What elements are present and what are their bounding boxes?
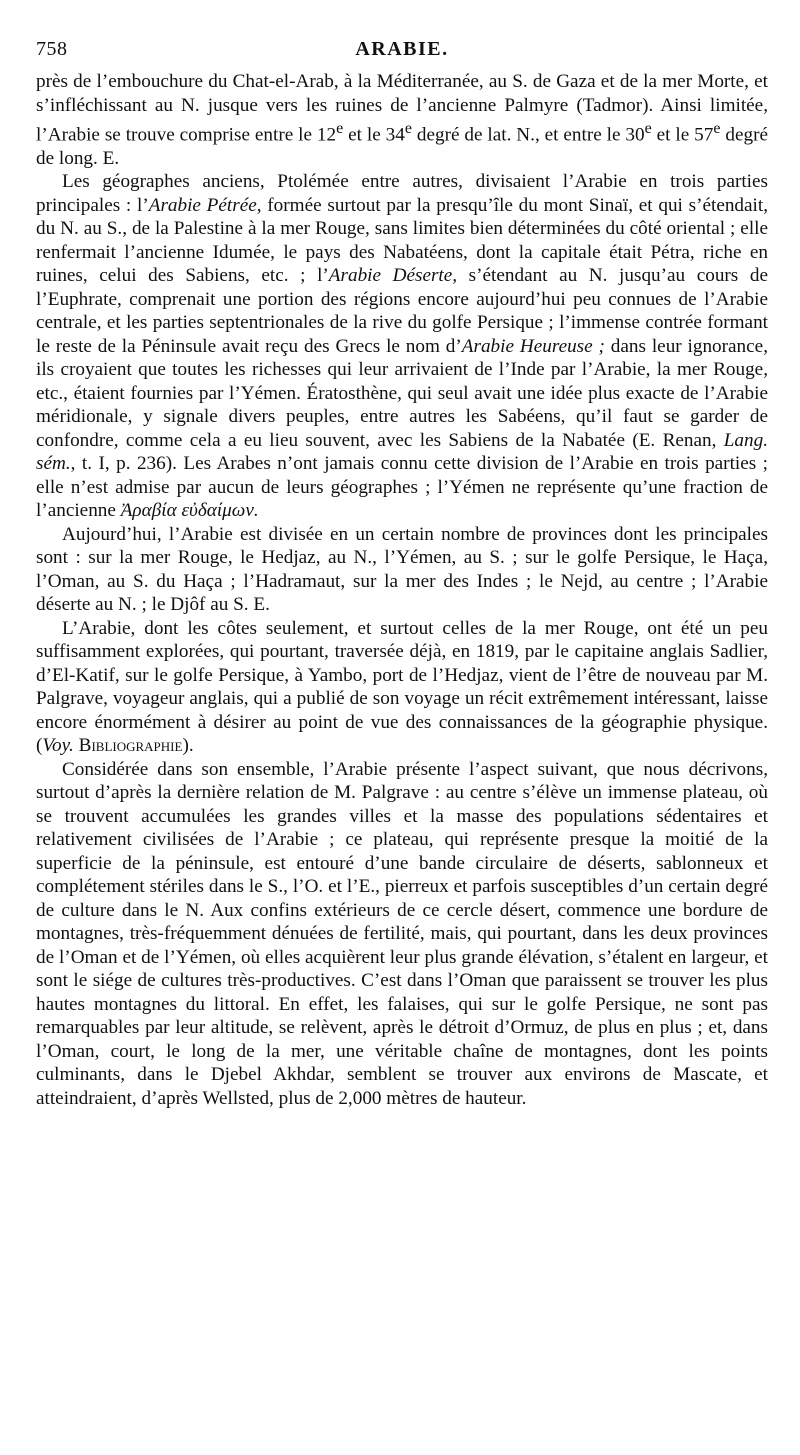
- small-caps-reference: Bibliographie: [78, 735, 183, 757]
- italic-term: Arabie Heureuse ;: [461, 335, 605, 357]
- running-title: ARABIE.: [355, 38, 449, 60]
- text-run: Les géographes anciens, Ptolémée entre autres, divisaient l’Arabie en trois parties principales : l’: [36, 171, 768, 216]
- paragraph-overall-aspect: [36, 758, 768, 1111]
- superscript: e: [404, 120, 412, 137]
- superscript: e: [644, 120, 652, 137]
- italic-abbreviation: Voy.: [42, 735, 74, 757]
- paragraph-continued-boundaries: [36, 70, 768, 170]
- text-run: formée surtout par la presqu’île du mont Sinaï, et qui s’étendait, du N. au S., de la Palestine à la mer Rouge, sans limites bien déterminées du côté oriental ; elle renfermait l’ancienne Idumée, le pays des Nabatéens, dont la capitale était Pétra, riche en ruines, celui des Sabiens, etc. ; l’: [36, 194, 768, 287]
- italic-term: Arabie Pétrée,: [148, 194, 262, 216]
- text-run: L’Arabie, dont les côtes seulement, et surtout celles de la mer Rouge, ont été un peu suffisamment explorées, qui pourtant, traversée déjà, en 1819, par le capitaine anglais Sadlier, d’El-Katif, sur le golfe Persique, à Yambo, port de l’Hedjaz, vient de l’être de nouveau par M. Palgrave, voyageur anglais, qui a publié de son voyage un récit extrêmement intéressant, laisse encore énormément à désirer au point de vue des connaissances de la géographie physique. (: [36, 617, 768, 757]
- text-run: s’étendant au N. jusqu’au cours de l’Euphrate, comprenait une portion des régions encore aujourd’hui peu connues de l’Arabie centrale, et les parties septentrionales de la rive du golfe Persique ; l’immense contrée formant le reste de la Péninsule avait reçu des Grecs le nom d’: [36, 265, 768, 357]
- superscript: e: [713, 120, 721, 137]
- text-run: ).: [182, 735, 194, 757]
- paragraph-provinces: [36, 523, 768, 617]
- text-run: , t. I, p. 236). Les Arabes n’ont jamais connu cette division de l’Arabie en trois parties ; elle n’est admise par aucun de leurs géographes ; l’Yémen ne représente qu’une fraction de l’ancienne: [36, 453, 768, 522]
- text-run: et le 57: [651, 124, 714, 146]
- text-run: Considérée dans son ensemble, l’Arabie présente l’aspect suivant, que nous décrivons, surtout d’après la dernière relation de M. Palgrave : au centre s’élève un immense plateau, où se trouvent accumulées les grandes villes et la masse des populations sédentaires et relativement civilisées de l’Arabie ; ce plateau, qui représente presque la moitié de la superficie de la péninsule, est entouré d’une bande circulaire de déserts, sablonneux et complétement stériles dans le S., l’O. et l’E., pierreux et parfois susceptibles d’un certain degré de culture dans le N. Aux confins extérieurs de ce cercle désert, commence une bordure de montagnes, très-fréquemment dénuées de fertilité, mais, qui pourtant, dans les deux provinces de l’Oman et de l’Yémen, où elles acquièrent leur plus grande élévation, s’étalent en largeur, et sont le siége de cultures très-productives. C’est dans l’Oman que paraissent se trouver les plus hautes montagnes du littoral. En effet, les falaises, qui sur le golfe Persique, ne sont pas remarquables par leur altitude, se relèvent, après le détroit d’Ormuz, de plus en plus ; et, dans l’Oman, court, le long de la mer, une véritable chaîne de montagnes, dont les points culminants, dans le Djebel Akhdar, semblent se trouver aux environs de Mascate, et atteindraient, d’après Wellsted, plus de 2,000 mètres de hauteur.: [36, 758, 768, 1109]
- page-header: [36, 30, 768, 70]
- body-text: [36, 70, 768, 1110]
- text-run: degré de lat. N., et entre le 30: [411, 124, 645, 146]
- page-number: 758: [36, 38, 68, 60]
- paragraph-exploration: [36, 617, 768, 758]
- text-run: Aujourd’hui, l’Arabie est divisée en un certain nombre de provinces dont les principales sont : sur la mer Rouge, le Hedjaz, au N., l’Yémen, au S. ; sur le golfe Persique, le Haça, l’Oman, au S. du Haça ; l’Hadramaut, sur la mer des Indes ; le Nejd, au centre ; l’Arabie déserte au N. ; le Djôf au S. E.: [36, 523, 768, 616]
- italic-term: Arabie Déserte,: [328, 265, 458, 287]
- text-run: près de l’embouchure du Chat-el-Arab, à la Méditerranée, au S. de Gaza et de la mer Morte, et s’infléchissant au N. jusque vers les ruines de l’ancienne Palmyre (Tadmor). Ainsi limitée, l’Arabie se trouve comprise entre le 12: [36, 71, 768, 146]
- text-run: dans leur ignorance, ils croyaient que toutes les richesses qui leur arrivaient de l’Inde par l’Arabie, la mer Rouge, etc., étaient fournies par l’Yémen. Ératosthène, qui seul avait une idée plus exacte de l’Arabie méridionale, y signale divers peuples, entre autres les Sabéens, qu’il faut se garder de confondre, comme cela a eu lieu souvent, avec les Sabiens de la Nabatée (E. Renan,: [36, 335, 768, 451]
- text-run: degré de long. E.: [36, 124, 768, 169]
- italic-citation: Lang. sém.: [36, 429, 768, 475]
- book-page: [36, 30, 768, 1110]
- text-run: et le 34: [343, 124, 405, 146]
- superscript: e: [336, 120, 344, 137]
- greek-phrase: Ἀραβία εὐδαίμων.: [120, 500, 259, 522]
- paragraph-ancient-geographers: [36, 170, 768, 523]
